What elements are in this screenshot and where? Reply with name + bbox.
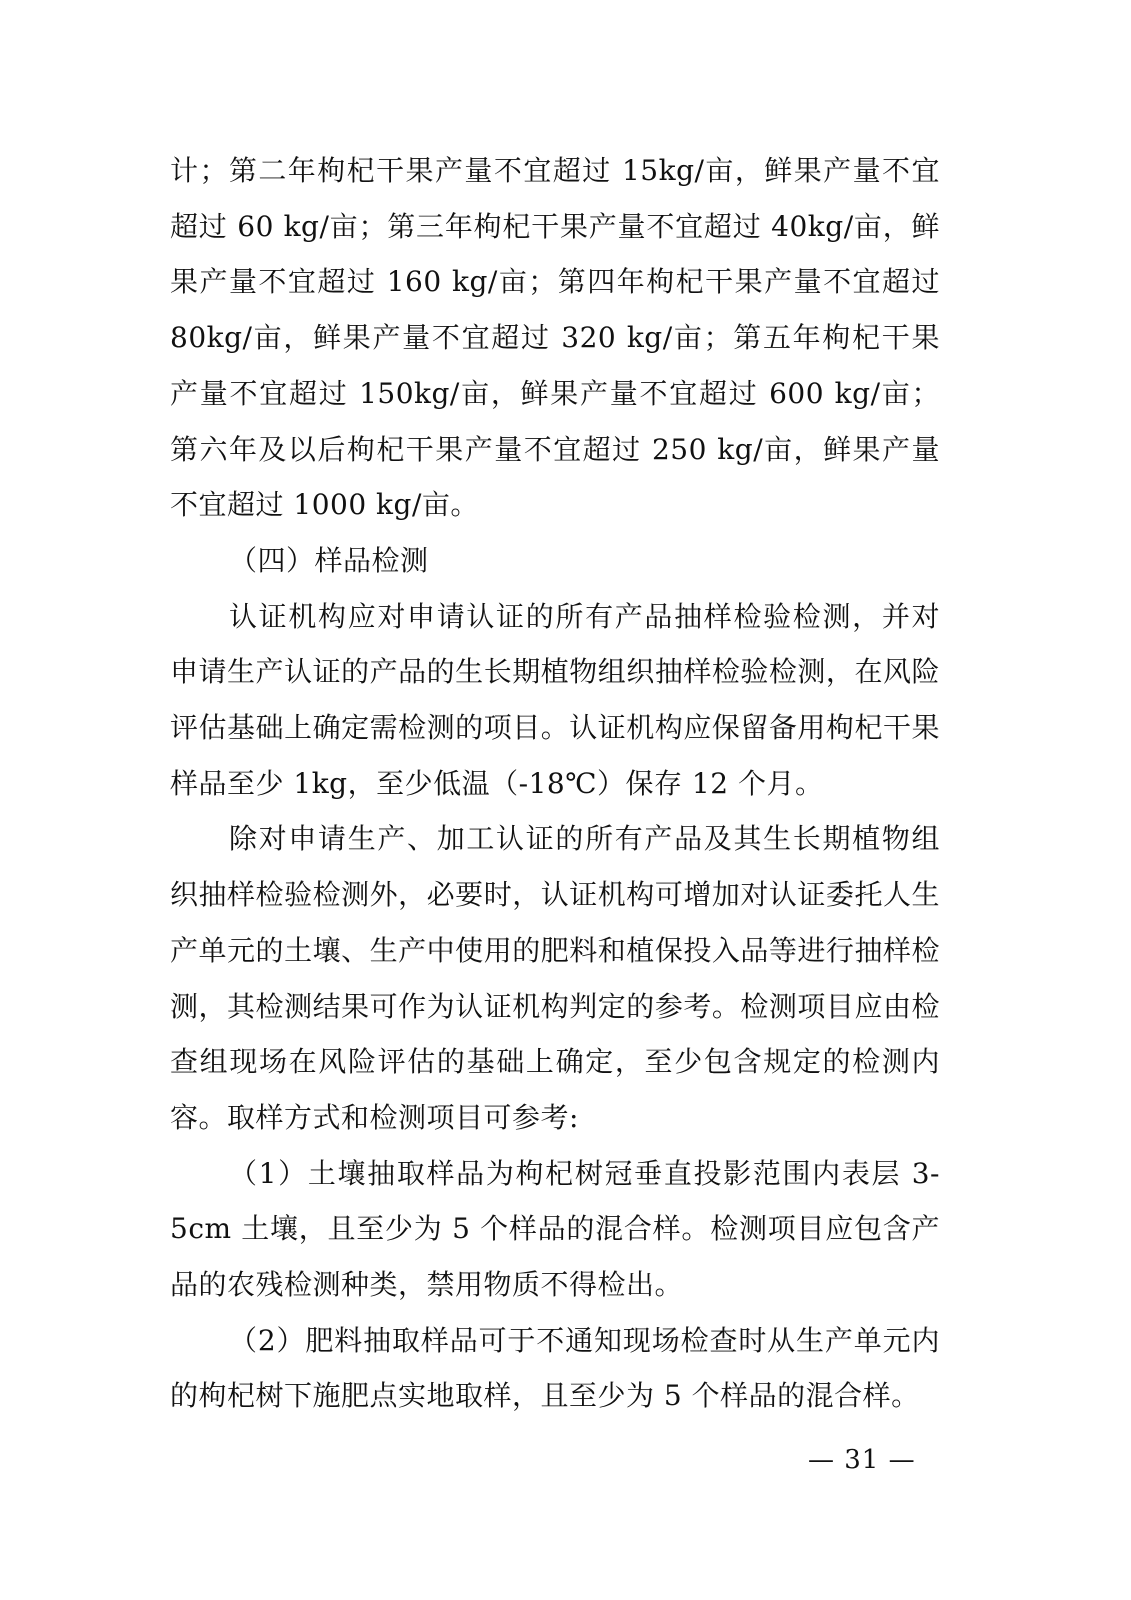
body-text — [170, 143, 940, 1424]
section-heading-sample-testing: （四）样品检测 — [229, 543, 429, 577]
paragraph-soil-sampling: （1）土壤抽取样品为枸杞树冠垂直投影范围内表层 3-5cm 土壤，且至少为 5 个样品的混合样。检测项目应包含产品的农残检测种类，禁用物质不得检出。 — [170, 1156, 940, 1302]
paragraph-certification-sampling: 认证机构应对申请认证的所有产品抽样检验检测，并对申请生产认证的产品的生长期植物组织抽样检验检测，在风险评估基础上确定需检测的项目。认证机构应保留备用枸杞干果样品至少 1kg，至少低温（-18℃）保存 12 个月。 — [170, 599, 940, 800]
paragraph-yield-limits: 计；第二年枸杞干果产量不宜超过 15kg/亩，鲜果产量不宜超过 60 kg/亩；第三年枸杞干果产量不宜超过 40kg/亩，鲜果产量不宜超过 160 kg/亩；第四年枸杞干果产量不宜超过 80kg/亩，鲜果产量不宜超过 320 kg/亩；第五年枸杞干果产量不宜超过 150kg/亩，鲜果产量不宜超过 600 kg/亩；第六年及以后枸杞干果产量不宜超过 250 kg/亩，鲜果产量不宜超过 1000 kg/亩。 — [170, 154, 940, 522]
paragraph-fertilizer-sampling: （2）肥料抽取样品可于不通知现场检查时从生产单元内的枸杞树下施肥点实地取样，且至少为 5 个样品的混合样。 — [170, 1323, 940, 1413]
paragraph-additional-testing: 除对申请生产、加工认证的所有产品及其生长期植物组织抽样检验检测外，必要时，认证机构可增加对认证委托人生产单元的土壤、生产中使用的肥料和植保投入品等进行抽样检测，其检测结果可作为认证机构判定的参考。检测项目应由检查组现场在风险评估的基础上确定，至少包含规定的检测内容。取样方式和检测项目可参考: — [170, 822, 940, 1134]
page-number: — 31 — — [808, 1445, 916, 1475]
